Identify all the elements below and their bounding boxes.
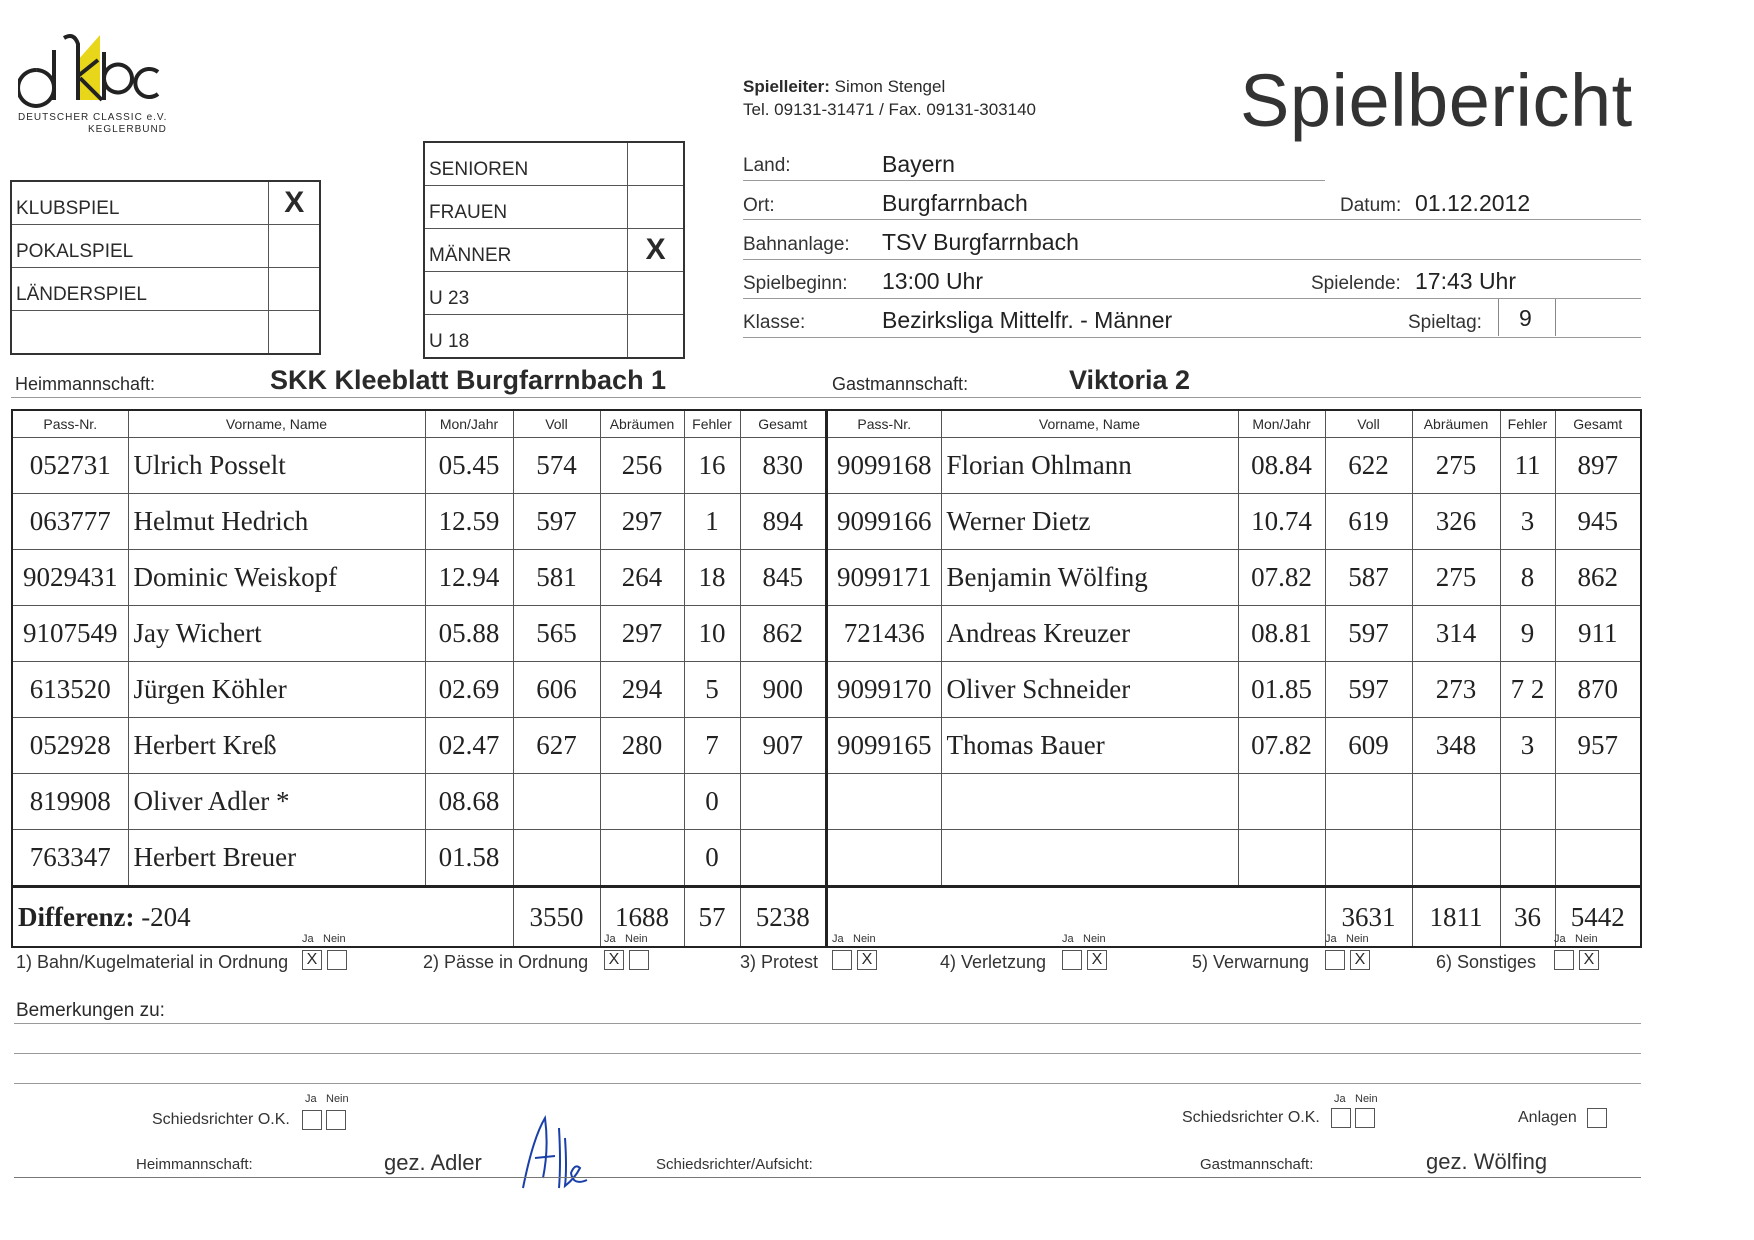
mon-jahr-cell[interactable]: 10.74 <box>1238 494 1325 550</box>
fehler-cell[interactable]: 10 <box>684 606 740 662</box>
abraeumen-cell[interactable]: 256 <box>600 438 684 494</box>
spielleiter-label: Spielleiter: <box>743 77 830 96</box>
check-ja-checkbox[interactable] <box>1554 950 1574 970</box>
table-header-row <box>12 410 826 438</box>
mon-jahr-cell[interactable]: 02.69 <box>425 662 513 718</box>
check-ja-checkbox[interactable] <box>1325 950 1345 970</box>
table-row <box>12 718 826 774</box>
check-item-label: 3) Protest <box>740 952 819 972</box>
kategorie-label: SENIOREN <box>424 142 628 186</box>
footer-gast-label: Gastmannschaft: <box>1200 1156 1314 1173</box>
spielbeginn-label: Spielbeginn: <box>743 273 848 294</box>
kategorie-row <box>424 272 684 315</box>
kategorie-mark[interactable] <box>628 272 684 315</box>
check-ja-checkbox[interactable] <box>832 950 852 970</box>
abraeumen-cell[interactable] <box>600 774 684 830</box>
anlagen-label: Anlagen <box>1518 1109 1577 1126</box>
check-item-label: 5) Verwarnung <box>1192 952 1310 972</box>
gesamt-cell[interactable]: 862 <box>1555 550 1641 606</box>
ja-label: Ja <box>604 933 616 945</box>
fehler-cell[interactable] <box>1500 774 1555 830</box>
voll-cell[interactable]: 622 <box>1325 438 1412 494</box>
schiri-ok-home-nein-checkbox[interactable] <box>326 1110 346 1130</box>
total-abraeumen[interactable]: 1688 <box>600 887 684 948</box>
check-nein-checkbox[interactable]: X <box>1579 950 1599 970</box>
col-header: Fehler <box>1500 410 1555 438</box>
spielart-label: KLUBSPIEL <box>11 181 269 225</box>
voll-cell[interactable]: 609 <box>1325 718 1412 774</box>
mon-jahr-cell[interactable]: 07.82 <box>1238 550 1325 606</box>
gesamt-cell[interactable] <box>740 830 826 887</box>
voll-cell[interactable] <box>513 830 600 887</box>
kategorie-mark[interactable] <box>628 315 684 359</box>
table-row <box>827 774 1641 830</box>
footer-heim-label: Heimmannschaft: <box>136 1156 253 1173</box>
ja-label: Ja <box>302 933 314 945</box>
ja-label: Ja <box>1334 1093 1346 1105</box>
table-row <box>827 718 1641 774</box>
pass-nr-cell[interactable] <box>827 774 941 830</box>
spielart-row <box>11 225 320 268</box>
col-header: Mon/Jahr <box>1238 410 1325 438</box>
col-header: Voll <box>513 410 600 438</box>
spielart-row <box>11 181 320 225</box>
mon-jahr-cell[interactable]: 07.82 <box>1238 718 1325 774</box>
spielart-mark[interactable]: X <box>269 181 320 225</box>
fehler-cell[interactable]: 0 <box>684 830 740 887</box>
pass-nr-cell[interactable]: 721436 <box>827 606 941 662</box>
pass-nr-cell[interactable]: 9107549 <box>12 606 128 662</box>
mon-jahr-cell[interactable]: 01.58 <box>425 830 513 887</box>
logo-caption-line1: DEUTSCHER CLASSIC e.V. <box>18 112 168 123</box>
col-header: Pass-Nr. <box>827 410 941 438</box>
abraeumen-cell[interactable] <box>1412 830 1500 887</box>
player-name-cell[interactable]: Benjamin Wölfing <box>941 550 1238 606</box>
check-item-label: 2) Pässe in Ordnung <box>423 952 589 972</box>
kategorie-mark[interactable]: X <box>628 229 684 272</box>
voll-cell[interactable]: 574 <box>513 438 600 494</box>
table-row <box>12 662 826 718</box>
nein-label: Nein <box>1346 933 1369 945</box>
abraeumen-cell[interactable]: 280 <box>600 718 684 774</box>
table-header-row <box>827 410 1641 438</box>
mon-jahr-cell[interactable]: 08.81 <box>1238 606 1325 662</box>
spielende-value[interactable]: 17:43 Uhr <box>1415 268 1517 294</box>
nein-label: Nein <box>625 933 648 945</box>
pass-nr-cell[interactable]: 9099171 <box>827 550 941 606</box>
handwritten-signature-mark <box>515 1108 595 1193</box>
total-gesamt[interactable]: 5442 <box>1555 887 1641 948</box>
pass-nr-cell[interactable] <box>827 830 941 887</box>
schiri-ok-guest-ja-checkbox[interactable] <box>1331 1108 1351 1128</box>
check-item-label: 1) Bahn/Kugelmaterial in Ordnung <box>16 952 289 972</box>
anlagen-checkbox[interactable] <box>1587 1108 1607 1128</box>
voll-cell[interactable]: 581 <box>513 550 600 606</box>
spielleiter <box>743 77 945 97</box>
nein-label: Nein <box>326 1093 349 1105</box>
fehler-cell[interactable]: 11 <box>1500 438 1555 494</box>
table-row <box>827 438 1641 494</box>
footer-heim-signature[interactable]: gez. Adler <box>384 1150 482 1175</box>
klasse-label: Klasse: <box>743 312 806 333</box>
spielende-label: Spielende: <box>1311 273 1401 294</box>
differenz-cell <box>12 887 513 948</box>
spielleiter-name: Simon Stengel <box>834 77 946 96</box>
kategorie-label: MÄNNER <box>424 229 628 272</box>
pass-nr-cell[interactable]: 9029431 <box>12 550 128 606</box>
schiri-ok-guest-nein-checkbox[interactable] <box>1355 1108 1375 1128</box>
schiri-ok-guest-label: Schiedsrichter O.K. <box>1182 1109 1320 1126</box>
gesamt-cell[interactable]: 845 <box>740 550 826 606</box>
klasse-value[interactable]: Bezirksliga Mittelfr. - Männer <box>882 307 1173 333</box>
ja-label: Ja <box>832 933 844 945</box>
ort-label: Ort: <box>743 195 775 216</box>
datum-label: Datum: <box>1340 195 1402 216</box>
voll-cell[interactable] <box>1325 830 1412 887</box>
kategorie-label: FRAUEN <box>424 186 628 229</box>
check-nein-checkbox[interactable]: X <box>857 950 877 970</box>
mon-jahr-cell[interactable]: 01.85 <box>1238 662 1325 718</box>
gesamt-cell[interactable]: 830 <box>740 438 826 494</box>
fehler-cell[interactable] <box>1500 830 1555 887</box>
mon-jahr-cell[interactable] <box>1238 774 1325 830</box>
table-row <box>827 662 1641 718</box>
spielart-mark[interactable] <box>269 311 320 355</box>
check-ja-checkbox[interactable]: X <box>302 950 322 970</box>
differenz-label: Differenz: <box>18 901 135 932</box>
pass-nr-cell[interactable]: 9099168 <box>827 438 941 494</box>
kategorie-box <box>423 141 685 359</box>
kategorie-label: U 23 <box>424 272 628 315</box>
check-ja-checkbox[interactable] <box>1062 950 1082 970</box>
table-row <box>12 550 826 606</box>
pass-nr-cell[interactable]: 9099170 <box>827 662 941 718</box>
kategorie-row <box>424 315 684 359</box>
pass-nr-cell[interactable]: 052928 <box>12 718 128 774</box>
table-row <box>12 774 826 830</box>
col-header: Pass-Nr. <box>12 410 128 438</box>
abraeumen-cell[interactable]: 348 <box>1412 718 1500 774</box>
player-name-cell[interactable]: Thomas Bauer <box>941 718 1238 774</box>
schiri-ok-home-ja-checkbox[interactable] <box>302 1110 322 1130</box>
home-team-name[interactable]: SKK Kleeblatt Burgfarrnbach 1 <box>270 365 667 395</box>
abraeumen-cell[interactable] <box>1412 774 1500 830</box>
player-name-cell[interactable]: Jürgen Köhler <box>128 662 425 718</box>
dkbc-logo <box>18 30 178 140</box>
abraeumen-cell[interactable]: 264 <box>600 550 684 606</box>
spielbeginn-value[interactable]: 13:00 Uhr <box>882 268 984 294</box>
abraeumen-cell[interactable]: 297 <box>600 494 684 550</box>
player-name-cell[interactable]: Herbert Kreß <box>128 718 425 774</box>
spieltag-label: Spieltag: <box>1408 312 1482 333</box>
gesamt-cell[interactable]: 900 <box>740 662 826 718</box>
col-header: Gesamt <box>1555 410 1641 438</box>
gesamt-cell[interactable]: 870 <box>1555 662 1641 718</box>
guest-team-label: Gastmannschaft: <box>832 374 969 394</box>
voll-cell[interactable]: 619 <box>1325 494 1412 550</box>
check-item-label: 4) Verletzung <box>940 952 1047 972</box>
abraeumen-cell[interactable] <box>600 830 684 887</box>
home-team-label: Heimmannschaft: <box>15 374 156 394</box>
total-fehler[interactable]: 57 <box>684 887 740 948</box>
player-name-cell[interactable]: Werner Dietz <box>941 494 1238 550</box>
pass-nr-cell[interactable]: 9099165 <box>827 718 941 774</box>
col-header: Abräumen <box>600 410 684 438</box>
player-name-cell[interactable]: Florian Ohlmann <box>941 438 1238 494</box>
fehler-cell[interactable]: 0 <box>684 774 740 830</box>
player-name-cell[interactable]: Oliver Adler * <box>128 774 425 830</box>
fehler-cell[interactable]: 5 <box>684 662 740 718</box>
abraeumen-cell[interactable]: 297 <box>600 606 684 662</box>
table-row <box>12 830 826 887</box>
col-header: Vorname, Name <box>128 410 425 438</box>
table-row <box>12 494 826 550</box>
abraeumen-cell[interactable]: 275 <box>1412 550 1500 606</box>
voll-cell[interactable] <box>1325 774 1412 830</box>
total-gesamt[interactable]: 5238 <box>740 887 826 948</box>
footer-gast-signature[interactable]: gez. Wölfing <box>1426 1149 1548 1174</box>
total-abraeumen[interactable]: 1811 <box>1412 887 1500 948</box>
fehler-cell[interactable]: 7 <box>684 718 740 774</box>
mon-jahr-cell[interactable]: 05.88 <box>425 606 513 662</box>
ort-value[interactable]: Burgfarrnbach <box>882 190 1028 216</box>
spielart-row <box>11 268 320 311</box>
voll-cell[interactable] <box>513 774 600 830</box>
voll-cell[interactable]: 627 <box>513 718 600 774</box>
voll-cell[interactable]: 597 <box>1325 606 1412 662</box>
gesamt-cell[interactable] <box>740 774 826 830</box>
gesamt-cell[interactable] <box>1555 830 1641 887</box>
gesamt-cell[interactable]: 957 <box>1555 718 1641 774</box>
page-title: Spielbericht <box>1240 59 1633 142</box>
fehler-cell[interactable]: 16 <box>684 438 740 494</box>
abraeumen-cell[interactable]: 294 <box>600 662 684 718</box>
check-nein-checkbox[interactable] <box>327 950 347 970</box>
dkbc-logo-mark <box>18 30 178 115</box>
abraeumen-cell[interactable]: 275 <box>1412 438 1500 494</box>
guest-totals-spacer <box>827 887 1325 948</box>
nein-label: Nein <box>853 933 876 945</box>
check-nein-checkbox[interactable] <box>629 950 649 970</box>
ja-label: Ja <box>1554 933 1566 945</box>
gesamt-cell[interactable] <box>1555 774 1641 830</box>
remarks-label: Bemerkungen zu: <box>16 1000 165 1021</box>
mon-jahr-cell[interactable]: 12.59 <box>425 494 513 550</box>
fehler-cell[interactable]: 8 <box>1500 550 1555 606</box>
ja-label: Ja <box>1325 933 1337 945</box>
land-value[interactable]: Bayern <box>882 151 955 177</box>
player-name-cell[interactable]: Herbert Breuer <box>128 830 425 887</box>
guest-totals-row <box>827 887 1641 948</box>
gesamt-cell[interactable]: 907 <box>740 718 826 774</box>
gesamt-cell[interactable]: 862 <box>740 606 826 662</box>
datum-value[interactable]: 01.12.2012 <box>1415 190 1531 216</box>
gesamt-cell[interactable]: 945 <box>1555 494 1641 550</box>
ja-label: Ja <box>305 1093 317 1105</box>
kategorie-row <box>424 229 684 272</box>
home-results-table <box>11 409 827 948</box>
voll-cell[interactable]: 606 <box>513 662 600 718</box>
guest-team-name[interactable]: Viktoria 2 <box>1069 365 1191 395</box>
differenz-value[interactable]: -204 <box>141 901 191 932</box>
land-label: Land: <box>743 155 791 176</box>
nein-label: Nein <box>1575 933 1598 945</box>
spieltag-value[interactable]: 9 <box>1519 305 1532 331</box>
mon-jahr-cell[interactable]: 05.45 <box>425 438 513 494</box>
mon-jahr-cell[interactable]: 08.84 <box>1238 438 1325 494</box>
col-header: Abräumen <box>1412 410 1500 438</box>
home-totals-row <box>12 887 826 948</box>
kategorie-row <box>424 186 684 229</box>
nein-label: Nein <box>1083 933 1106 945</box>
table-row <box>827 606 1641 662</box>
table-row <box>827 494 1641 550</box>
voll-cell[interactable]: 597 <box>1325 662 1412 718</box>
spielart-label: LÄNDERSPIEL <box>11 268 269 311</box>
col-header: Fehler <box>684 410 740 438</box>
col-header: Gesamt <box>740 410 826 438</box>
guest-results-table <box>826 409 1642 948</box>
abraeumen-cell[interactable]: 326 <box>1412 494 1500 550</box>
total-voll[interactable]: 3631 <box>1325 887 1412 948</box>
player-name-cell[interactable]: Jay Wichert <box>128 606 425 662</box>
check-nein-checkbox[interactable]: X <box>1087 950 1107 970</box>
footer-aufsicht-label: Schiedsrichter/Aufsicht: <box>656 1156 813 1173</box>
fehler-cell[interactable]: 1 <box>684 494 740 550</box>
pass-nr-cell[interactable]: 052731 <box>12 438 128 494</box>
spielart-box <box>10 180 321 355</box>
spielart-row <box>11 311 320 355</box>
mon-jahr-cell[interactable] <box>1238 830 1325 887</box>
fehler-cell[interactable]: 3 <box>1500 494 1555 550</box>
nein-label: Nein <box>1355 1093 1378 1105</box>
mon-jahr-cell[interactable]: 08.68 <box>425 774 513 830</box>
fehler-cell[interactable]: 18 <box>684 550 740 606</box>
spielleiter-contact: Tel. 09131-31471 / Fax. 09131-303140 <box>743 100 1037 119</box>
table-row <box>827 830 1641 887</box>
bahnanlage-label: Bahnanlage: <box>743 234 850 255</box>
spielart-mark[interactable] <box>269 225 320 268</box>
schiri-ok-home-label: Schiedsrichter O.K. <box>152 1111 290 1128</box>
spielart-label <box>11 311 269 355</box>
kategorie-label: U 18 <box>424 315 628 359</box>
pass-nr-cell[interactable]: 063777 <box>12 494 128 550</box>
mon-jahr-cell[interactable]: 12.94 <box>425 550 513 606</box>
kategorie-row <box>424 142 684 186</box>
table-row <box>827 550 1641 606</box>
player-name-cell[interactable]: Oliver Schneider <box>941 662 1238 718</box>
pass-nr-cell[interactable]: 613520 <box>12 662 128 718</box>
voll-cell[interactable]: 597 <box>513 494 600 550</box>
ja-label: Ja <box>1062 933 1074 945</box>
col-header: Voll <box>1325 410 1412 438</box>
player-name-cell[interactable] <box>941 830 1238 887</box>
nein-label: Nein <box>323 933 346 945</box>
check-nein-checkbox[interactable]: X <box>1350 950 1370 970</box>
fehler-cell[interactable]: 3 <box>1500 718 1555 774</box>
table-row <box>12 606 826 662</box>
pass-nr-cell[interactable]: 9099166 <box>827 494 941 550</box>
table-row <box>12 438 826 494</box>
logo-caption-line2: KEGLERBUND <box>88 124 167 135</box>
player-name-cell[interactable]: Dominic Weiskopf <box>128 550 425 606</box>
kategorie-mark[interactable] <box>628 186 684 229</box>
mon-jahr-cell[interactable]: 02.47 <box>425 718 513 774</box>
col-header: Vorname, Name <box>941 410 1238 438</box>
total-fehler[interactable]: 36 <box>1500 887 1555 948</box>
voll-cell[interactable]: 565 <box>513 606 600 662</box>
voll-cell[interactable]: 587 <box>1325 550 1412 606</box>
col-header: Mon/Jahr <box>425 410 513 438</box>
gesamt-cell[interactable]: 894 <box>740 494 826 550</box>
bahnanlage-value[interactable]: TSV Burgfarrnbach <box>882 229 1079 255</box>
pass-nr-cell[interactable]: 763347 <box>12 830 128 887</box>
player-name-cell[interactable]: Ulrich Posselt <box>128 438 425 494</box>
pass-nr-cell[interactable]: 819908 <box>12 774 128 830</box>
player-name-cell[interactable] <box>941 774 1238 830</box>
gesamt-cell[interactable]: 911 <box>1555 606 1641 662</box>
player-name-cell[interactable]: Andreas Kreuzer <box>941 606 1238 662</box>
check-ja-checkbox[interactable]: X <box>604 950 624 970</box>
spielart-label: POKALSPIEL <box>11 225 269 268</box>
fehler-cell[interactable]: 9 <box>1500 606 1555 662</box>
total-voll[interactable]: 3550 <box>513 887 600 948</box>
abraeumen-cell[interactable]: 273 <box>1412 662 1500 718</box>
check-item-label: 6) Sonstiges <box>1436 952 1537 972</box>
spielart-mark[interactable] <box>269 268 320 311</box>
fehler-cell[interactable]: 7 2 <box>1500 662 1555 718</box>
abraeumen-cell[interactable]: 314 <box>1412 606 1500 662</box>
kategorie-mark[interactable] <box>628 142 684 186</box>
player-name-cell[interactable]: Helmut Hedrich <box>128 494 425 550</box>
gesamt-cell[interactable]: 897 <box>1555 438 1641 494</box>
